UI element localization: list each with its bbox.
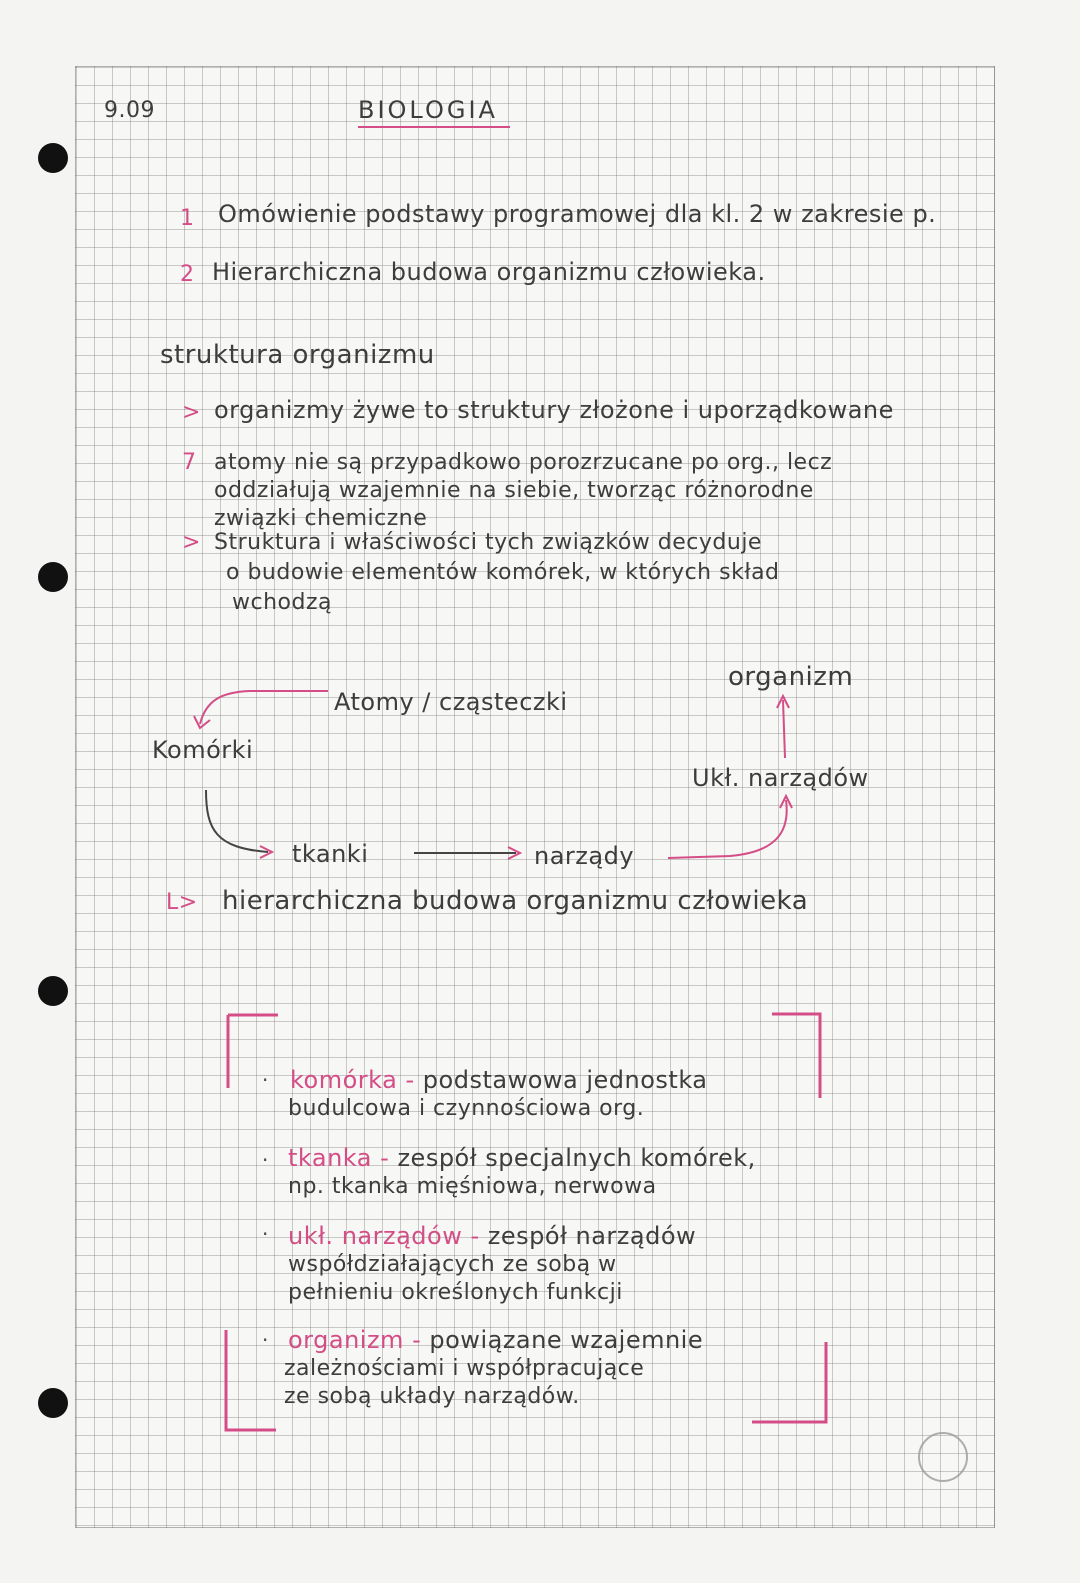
topic-number: 2 — [180, 262, 195, 287]
diagram-atoms: Atomy / cząsteczki — [334, 688, 568, 716]
definition-line: współdziałających ze sobą w — [288, 1252, 617, 1277]
term: tkanka — [288, 1144, 372, 1172]
bullet: · — [262, 1148, 269, 1172]
topic-text: Hierarchiczna budowa organizmu człowieka. — [212, 258, 766, 286]
definition-line: pełnieniu określonych funkcji — [288, 1280, 623, 1305]
definition-line: np. tkanka mięśniowa, nerwowa — [288, 1174, 657, 1199]
definition-line: ze sobą układy narządów. — [284, 1384, 580, 1409]
definition-term — [288, 1144, 756, 1172]
definition-line: powiązane wzajemnie — [429, 1326, 704, 1354]
point-line: Struktura i właściwości tych związków decyduje — [214, 530, 762, 555]
diagram-caption: hierarchiczna budowa organizmu człowieka — [222, 886, 809, 916]
definition-term — [290, 1066, 708, 1094]
note-date: 9.09 — [104, 98, 155, 123]
point-line: oddziałują wzajemnie na siebie, tworząc różnorodne — [214, 478, 814, 503]
definition-line: zespół specjalnych komórek, — [397, 1144, 756, 1172]
point-marker: > — [182, 400, 201, 425]
definition-line: podstawowa jednostka — [422, 1066, 708, 1094]
term: ukł. narządów — [288, 1222, 463, 1250]
separator: - — [470, 1222, 480, 1250]
diagram-organs: narządy — [534, 842, 635, 870]
diagram-tissues: tkanki — [292, 840, 369, 868]
topic-text: Omówienie podstawy programowej dla kl. 2 w zakresie p. — [218, 200, 937, 228]
definition-term — [288, 1222, 696, 1250]
point-line: o budowie elementów komórek, w których skład — [226, 560, 780, 585]
term: organizm — [288, 1326, 404, 1354]
point-line: związki chemiczne — [214, 506, 428, 531]
separator: - — [412, 1326, 422, 1354]
definition-term — [288, 1326, 703, 1354]
topic-number: 1 — [180, 206, 195, 231]
point-marker: > — [182, 530, 201, 555]
caption-marker: L> — [166, 890, 198, 915]
point-marker: 7 — [182, 450, 197, 475]
diagram-cells: Komórki — [152, 736, 254, 764]
bullet: · — [262, 1068, 269, 1092]
bullet: · — [262, 1222, 269, 1246]
point-line: organizmy żywe to struktury złożone i uporządkowane — [214, 396, 894, 424]
point-line: wchodzą — [232, 590, 332, 615]
bullet: · — [262, 1328, 269, 1352]
watermark-logo-icon — [918, 1432, 968, 1482]
page-title: BIOLOGIA — [358, 96, 510, 128]
definition-line: zespół narządów — [487, 1222, 697, 1250]
term: komórka — [290, 1066, 398, 1094]
separator: - — [405, 1066, 415, 1094]
diagram-systems: Ukł. narządów — [692, 764, 869, 792]
section-heading: struktura organizmu — [160, 340, 435, 370]
diagram-organism: organizm — [728, 662, 854, 692]
definition-line: zależnościami i współpracujące — [284, 1356, 645, 1381]
point-line: atomy nie są przypadkowo porozrzucane po org., lecz — [214, 450, 833, 475]
separator: - — [380, 1144, 390, 1172]
definition-line: budulcowa i czynnościowa org. — [288, 1096, 645, 1121]
